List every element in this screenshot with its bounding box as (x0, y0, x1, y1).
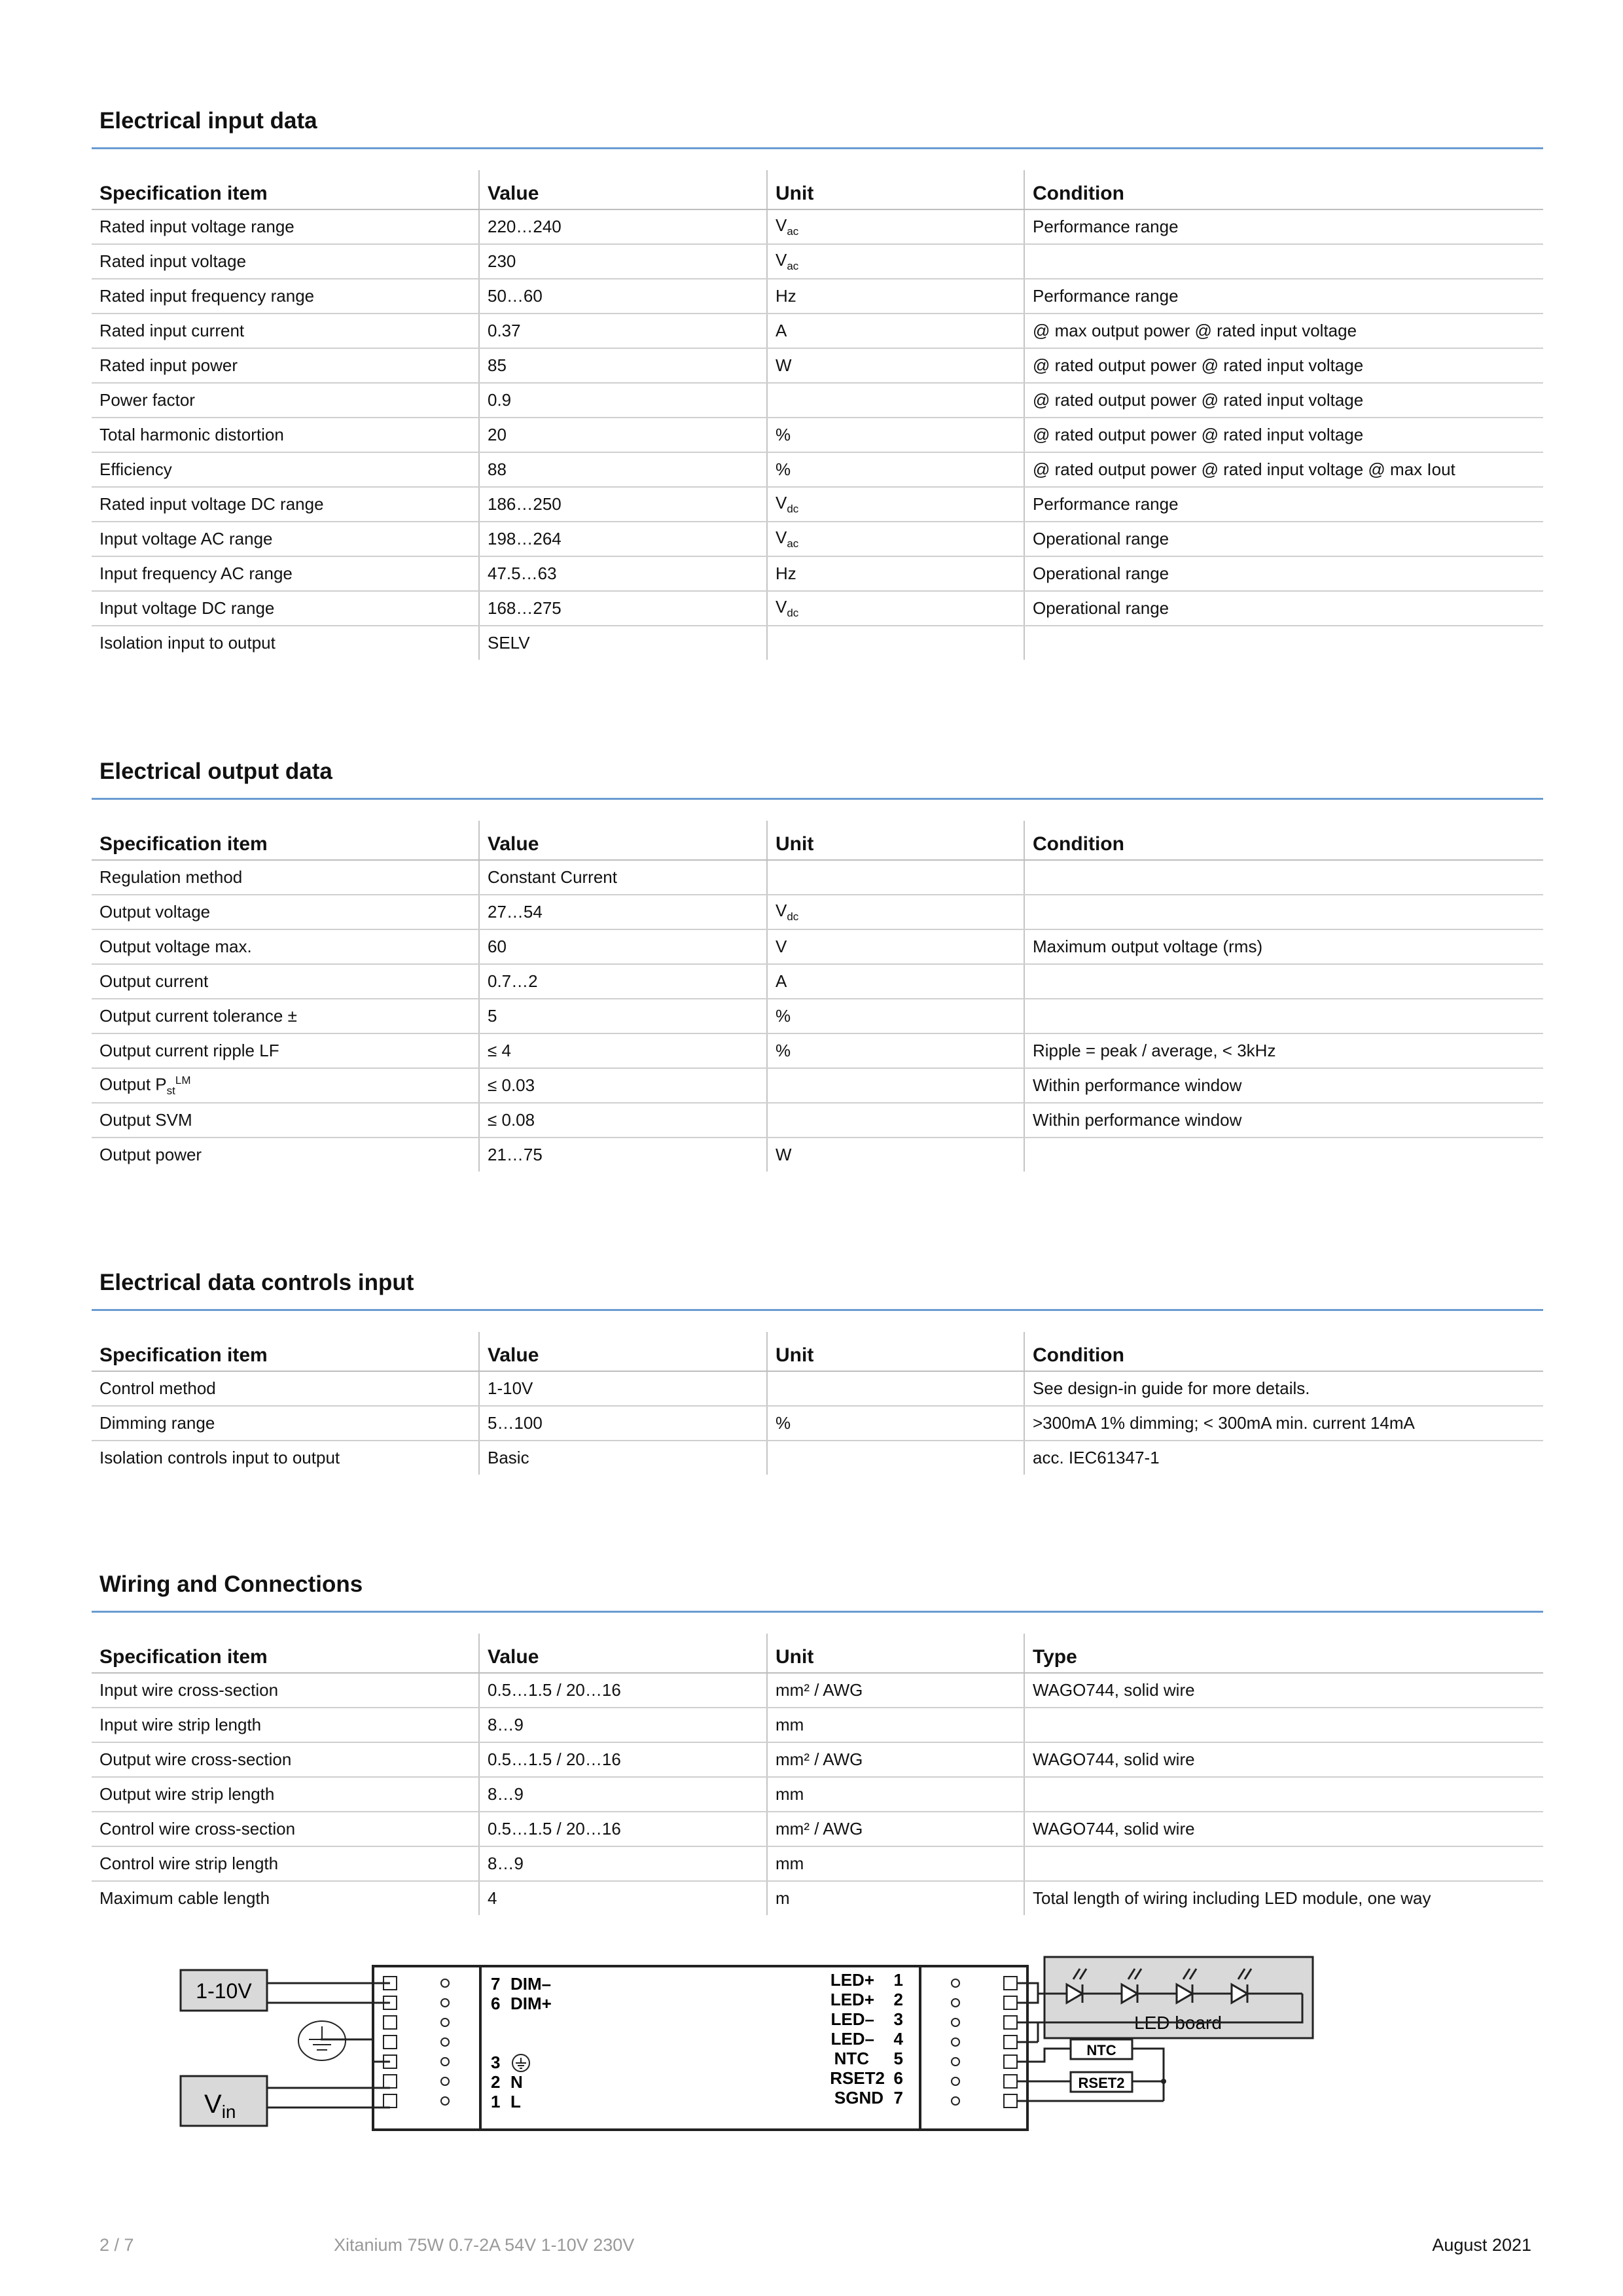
condition-cell: >300mA 1% dimming; < 300mA min. current 14mA (1024, 1406, 1543, 1441)
table-row (92, 1742, 1543, 1777)
value-cell: 20 (479, 418, 767, 452)
unit-cell: $V_{ac}$ (767, 522, 1024, 556)
value-cell: 230 (479, 244, 767, 279)
condition-cell: Operational range (1024, 591, 1543, 626)
svg-text:4: 4 (893, 2029, 903, 2049)
condition-cell: WAGO744, solid wire (1024, 1673, 1543, 1708)
table-row (92, 383, 1543, 418)
unit-cell: Hz (767, 279, 1024, 314)
condition-cell: Ripple = peak / average, < 3kHz (1024, 1033, 1543, 1068)
condition-cell (1024, 999, 1543, 1033)
condition-cell: Maximum output voltage (rms) (1024, 929, 1543, 964)
value-cell: SELV (479, 626, 767, 660)
column-header: Specification item (92, 1332, 479, 1371)
section-title: Electrical data controls input (99, 1270, 414, 1295)
condition-cell: @ rated output power @ rated input voltage (1024, 348, 1543, 383)
value-cell: 5 (479, 999, 767, 1033)
section-electrical-input (92, 101, 1543, 660)
spec-item-cell: Input wire cross-section (92, 1673, 479, 1708)
table-row (92, 626, 1543, 660)
unit-cell (767, 1103, 1024, 1138)
condition-cell: Total length of wiring including LED module, one way (1024, 1881, 1543, 1915)
svg-text:1: 1 (491, 2092, 501, 2111)
svg-text:3: 3 (491, 2053, 501, 2072)
value-cell: 47.5…63 (479, 556, 767, 591)
spec-item-cell: Isolation input to output (99, 633, 276, 653)
value-cell: 168…275 (479, 591, 767, 626)
value-cell: ≤ 0.08 (479, 1103, 767, 1138)
condition-cell: Within performance window (1024, 1103, 1543, 1138)
value-cell: 21…75 (479, 1138, 767, 1172)
spec-item-cell: Power factor (92, 383, 479, 418)
svg-text:7: 7 (893, 2088, 903, 2108)
value-cell: 8…9 (479, 1708, 767, 1742)
unit-cell: % (767, 418, 1024, 452)
spec-item-cell: Total harmonic distortion (92, 418, 479, 452)
unit-cell: A (767, 314, 1024, 348)
vin-sub: in (221, 2102, 236, 2122)
table-row (92, 1406, 1543, 1441)
condition-cell: Performance range (1024, 279, 1543, 314)
condition-cell: WAGO744, solid wire (1024, 1742, 1543, 1777)
value-cell: 85 (479, 348, 767, 383)
spec-item-cell: Output current (92, 964, 479, 999)
table-row (92, 964, 1543, 999)
earth-icon (298, 2021, 346, 2060)
unit-cell: mm (767, 1708, 1024, 1742)
section-divider (92, 1309, 1543, 1311)
spec-item-cell: Isolation controls input to output (99, 1448, 340, 1467)
value-cell: 186…250 (479, 487, 767, 522)
section-title: Wiring and Connections (99, 1571, 363, 1597)
spec-item-cell: Maximum cable length (99, 1888, 270, 1908)
unit-cell: % (767, 452, 1024, 487)
spec-item-cell: Output wire cross-section (92, 1742, 479, 1777)
column-header: Type (1024, 1634, 1543, 1673)
unit-cell: mm² / AWG (767, 1812, 1024, 1846)
table-row (92, 1846, 1543, 1881)
spec-table (92, 821, 1543, 1172)
table-row (92, 1138, 1543, 1172)
table-row (92, 1371, 1543, 1406)
svg-text:LED–: LED– (830, 2009, 874, 2029)
spec-item-cell: Dimming range (92, 1406, 479, 1441)
value-cell: 8…9 (479, 1777, 767, 1812)
column-header: Condition (1024, 1332, 1543, 1371)
column-header: Unit (767, 1634, 1024, 1673)
spec-item-cell: Rated input current (92, 314, 479, 348)
condition-cell (1024, 244, 1543, 279)
dim-wires (267, 1983, 390, 2003)
svg-text:3: 3 (893, 2009, 903, 2029)
column-header: Value (479, 1634, 767, 1673)
table-row (92, 556, 1543, 591)
section-divider (92, 147, 1543, 149)
svg-text:DIM–: DIM– (510, 1974, 552, 1994)
svg-text:6: 6 (893, 2068, 903, 2088)
condition-cell (1024, 1708, 1543, 1742)
table-row (92, 1673, 1543, 1708)
svg-text:N: N (510, 2072, 523, 2092)
value-cell: 0.9 (479, 383, 767, 418)
value-cell: 88 (479, 452, 767, 487)
table-row (92, 999, 1543, 1033)
section-controls-input (92, 1263, 1543, 1475)
condition-cell: @ rated output power @ rated input voltage @ max Iout (1024, 452, 1543, 487)
value-cell: 5…100 (479, 1406, 767, 1441)
svg-text:NTC: NTC (834, 2049, 869, 2068)
unit-cell (767, 1371, 1024, 1406)
value-cell: 0.5…1.5 / 20…16 (479, 1812, 767, 1846)
wiring-diagram (177, 1956, 1335, 2145)
condition-cell (1024, 860, 1543, 895)
column-header: Specification item (92, 1634, 479, 1673)
section-title: Electrical output data (99, 759, 332, 784)
spec-item-cell: Output wire strip length (92, 1777, 479, 1812)
spec-item-cell: Input frequency AC range (92, 556, 479, 591)
table-row (92, 1881, 1543, 1915)
spec-item-cell: Input wire strip length (92, 1708, 479, 1742)
spec-item-cell: Input voltage DC range (92, 591, 479, 626)
column-header: Condition (1024, 821, 1543, 860)
unit-cell: $V_{dc}$ (767, 895, 1024, 929)
table-row (92, 452, 1543, 487)
table-row (92, 895, 1543, 929)
unit-cell: W (767, 348, 1024, 383)
svg-text:LED+: LED+ (830, 1970, 874, 1990)
condition-cell (1024, 895, 1543, 929)
value-cell: 1-10V (479, 1371, 767, 1406)
value-cell: 220…240 (479, 209, 767, 244)
column-header: Unit (767, 821, 1024, 860)
table-row (92, 522, 1543, 556)
table-row (92, 1103, 1543, 1138)
condition-cell: Performance range (1024, 487, 1543, 522)
rset2-label: RSET2 (1078, 2075, 1125, 2091)
condition-cell (1024, 1777, 1543, 1812)
table-row (92, 209, 1543, 244)
condition-cell: @ rated output power @ rated input voltage (1024, 418, 1543, 452)
condition-cell (1024, 626, 1543, 660)
svg-text:5: 5 (893, 2049, 903, 2068)
dim-control-label: 1-10V (196, 1979, 252, 2003)
table-row (92, 244, 1543, 279)
footer-date: August 2021 (1432, 2235, 1531, 2255)
condition-cell: @ max output power @ rated input voltage (1024, 314, 1543, 348)
condition-cell: Performance range (1024, 209, 1543, 244)
value-cell: ≤ 0.03 (479, 1068, 767, 1103)
table-row (92, 487, 1543, 522)
table-row (92, 929, 1543, 964)
value-cell: 0.7…2 (479, 964, 767, 999)
section-wiring (92, 1565, 1543, 1915)
condition-cell: See design-in guide for more details. (1024, 1371, 1543, 1406)
svg-text:L: L (510, 2092, 521, 2111)
svg-text:2: 2 (491, 2072, 501, 2092)
svg-text:7: 7 (491, 1974, 501, 1994)
unit-cell: m (767, 1881, 1024, 1915)
unit-cell: A (767, 964, 1024, 999)
unit-cell (767, 383, 1024, 418)
table-row (92, 1708, 1543, 1742)
condition-cell: @ rated output power @ rated input voltage (1024, 383, 1543, 418)
table-row (92, 314, 1543, 348)
unit-cell (767, 1441, 1024, 1475)
spec-item-cell: Control method (92, 1371, 479, 1406)
value-cell: 4 (479, 1881, 767, 1915)
unit-cell: $V_{ac}$ (767, 209, 1024, 244)
unit-cell: $V_{dc}$ (767, 591, 1024, 626)
spec-item-cell: Output SVM (92, 1103, 479, 1138)
svg-text:DIM+: DIM+ (510, 1994, 552, 2013)
condition-cell (1024, 964, 1543, 999)
spec-item-cell: Output power (99, 1145, 202, 1164)
spec-item-cell: Efficiency (92, 452, 479, 487)
unit-cell: mm (767, 1777, 1024, 1812)
table-row (92, 348, 1543, 383)
unit-cell: % (767, 1033, 1024, 1068)
spec-item-cell: Control wire strip length (92, 1846, 479, 1881)
unit-cell: W (767, 1138, 1024, 1172)
spec-item-cell: Rated input voltage (92, 244, 479, 279)
table-row (92, 418, 1543, 452)
column-header: Unit (767, 1332, 1024, 1371)
unit-cell (767, 626, 1024, 660)
unit-cell: mm (767, 1846, 1024, 1881)
value-cell: 27…54 (479, 895, 767, 929)
svg-text:LED–: LED– (830, 2029, 874, 2049)
column-header: Value (479, 170, 767, 209)
value-cell: 0.37 (479, 314, 767, 348)
spec-table (92, 1332, 1543, 1475)
value-cell: 0.5…1.5 / 20…16 (479, 1673, 767, 1708)
spec-item-cell: Rated input power (92, 348, 479, 383)
section-electrical-output (92, 752, 1543, 1172)
spec-item-cell: Output $P_{st}^{LM}$ (92, 1068, 479, 1103)
table-row (92, 860, 1543, 895)
unit-cell: % (767, 1406, 1024, 1441)
value-cell: ≤ 4 (479, 1033, 767, 1068)
unit-cell: Hz (767, 556, 1024, 591)
condition-cell: acc. IEC61347-1 (1024, 1441, 1543, 1475)
condition-cell (1024, 1138, 1543, 1172)
value-cell: 0.5…1.5 / 20…16 (479, 1742, 767, 1777)
svg-text:1: 1 (893, 1970, 903, 1990)
unit-cell: % (767, 999, 1024, 1033)
section-divider (92, 798, 1543, 800)
condition-cell (1024, 1846, 1543, 1881)
table-row (92, 591, 1543, 626)
footer-page-number: 2 / 7 (99, 2235, 134, 2255)
table-row (92, 1441, 1543, 1475)
section-divider (92, 1611, 1543, 1613)
unit-cell: mm² / AWG (767, 1673, 1024, 1708)
value-cell: 50…60 (479, 279, 767, 314)
mains-wires (267, 2039, 390, 2108)
column-header: Specification item (92, 170, 479, 209)
unit-cell (767, 860, 1024, 895)
spec-item-cell: Rated input voltage DC range (92, 487, 479, 522)
footer-product-name: Xitanium 75W 0.7-2A 54V 1-10V 230V (334, 2235, 635, 2255)
spec-item-cell: Output voltage max. (92, 929, 479, 964)
led-board-label: LED board (1134, 2013, 1222, 2033)
column-header: Condition (1024, 170, 1543, 209)
spec-item-cell: Input voltage AC range (92, 522, 479, 556)
table-row (92, 1068, 1543, 1103)
column-header: Specification item (92, 821, 479, 860)
value-cell: Constant Current (479, 860, 767, 895)
unit-cell: $V_{ac}$ (767, 244, 1024, 279)
column-header: Value (479, 1332, 767, 1371)
spec-item-cell: Rated input voltage range (92, 209, 479, 244)
unit-cell: mm² / AWG (767, 1742, 1024, 1777)
section-title: Electrical input data (99, 108, 317, 134)
vin-label: V (204, 2090, 222, 2119)
table-row (92, 1812, 1543, 1846)
spec-table (92, 1634, 1543, 1915)
table-row (92, 1033, 1543, 1068)
condition-cell: WAGO744, solid wire (1024, 1812, 1543, 1846)
ntc-label: NTC (1086, 2042, 1116, 2058)
svg-text:SGND: SGND (834, 2088, 883, 2108)
table-row (92, 1777, 1543, 1812)
unit-cell: $V_{dc}$ (767, 487, 1024, 522)
unit-cell (767, 1068, 1024, 1103)
spec-item-cell: Output current ripple LF (92, 1033, 479, 1068)
spec-item-cell: Control wire cross-section (92, 1812, 479, 1846)
svg-text:6: 6 (491, 1994, 501, 2013)
condition-cell: Within performance window (1024, 1068, 1543, 1103)
spec-item-cell: Regulation method (92, 860, 479, 895)
svg-text:RSET2: RSET2 (830, 2068, 885, 2088)
condition-cell: Operational range (1024, 556, 1543, 591)
spec-item-cell: Rated input frequency range (92, 279, 479, 314)
junction-dot (1161, 2079, 1166, 2084)
value-cell: Basic (479, 1441, 767, 1475)
spec-table (92, 170, 1543, 660)
spec-item-cell: Output voltage (92, 895, 479, 929)
value-cell: 8…9 (479, 1846, 767, 1881)
svg-text:2: 2 (893, 1990, 903, 2009)
column-header: Unit (767, 170, 1024, 209)
unit-cell: V (767, 929, 1024, 964)
column-header: Value (479, 821, 767, 860)
condition-cell: Operational range (1024, 522, 1543, 556)
svg-text:LED+: LED+ (830, 1990, 874, 2009)
value-cell: 198…264 (479, 522, 767, 556)
value-cell: 60 (479, 929, 767, 964)
table-row (92, 279, 1543, 314)
spec-item-cell: Output current tolerance ± (92, 999, 479, 1033)
